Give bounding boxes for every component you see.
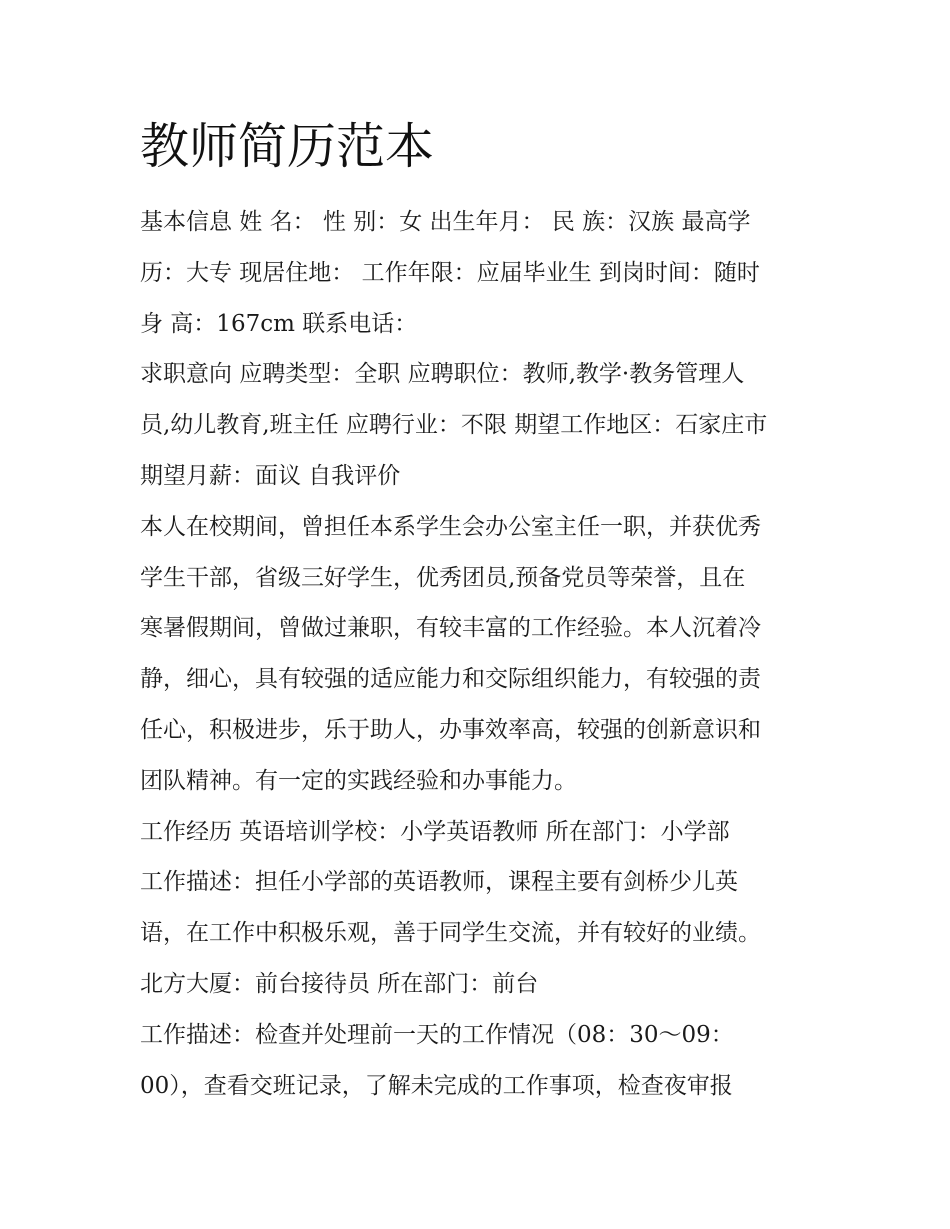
- text-line: 寒暑假期间，曾做过兼职，有较丰富的工作经验。本人沉着冷: [140, 615, 761, 642]
- text-line: 求职意向 应聘类型：全职 应聘职位：教师,教学·教务管理人: [140, 361, 745, 388]
- text-line: 员,幼儿教育,班主任 应聘行业：不限 期望工作地区：石家庄市: [140, 412, 768, 439]
- document-title: 教师简历范本: [140, 118, 435, 175]
- text-line: 语，在工作中积极乐观，善于同学生交流，并有较好的业绩。: [140, 920, 761, 947]
- text-line: 团队精神。有一定的实践经验和办事能力。: [140, 767, 577, 794]
- text-line: 任心，积极进步，乐于助人，办事效率高，较强的创新意识和: [140, 716, 761, 743]
- text-line: 工作描述：检查并处理前一天的工作情况（08：30～09：: [140, 1021, 734, 1048]
- text-line: 基本信息 姓 名： 性 别：女 出生年月： 民 族：汉族 最高学: [140, 209, 751, 235]
- text-line: 00），查看交班记录，了解未完成的工作事项，检查夜审报: [140, 1072, 733, 1099]
- text-line: 期望月薪：面议 自我评价: [140, 462, 401, 489]
- text-line: 历：大专 现居住地： 工作年限：应届毕业生 到岗时间：随时: [140, 259, 760, 286]
- text-line: 本人在校期间，曾担任本系学生会办公室主任一职，并获优秀: [140, 513, 761, 540]
- text-line: 工作描述：担任小学部的英语教师，课程主要有剑桥少儿英: [140, 869, 738, 896]
- text-line: 身 高：167cm 联系电话：: [140, 310, 418, 337]
- text-line: 北方大厦：前台接待员 所在部门：前台: [140, 970, 539, 997]
- document-body: [140, 197, 830, 1111]
- text-line: 静，细心，具有较强的适应能力和交际组织能力，有较强的责: [140, 666, 761, 693]
- text-line: 学生干部，省级三好学生，优秀团员,预备党员等荣誉，且在: [140, 564, 746, 591]
- text-line: 工作经历 英语培训学校：小学英语教师 所在部门：小学部: [140, 818, 730, 845]
